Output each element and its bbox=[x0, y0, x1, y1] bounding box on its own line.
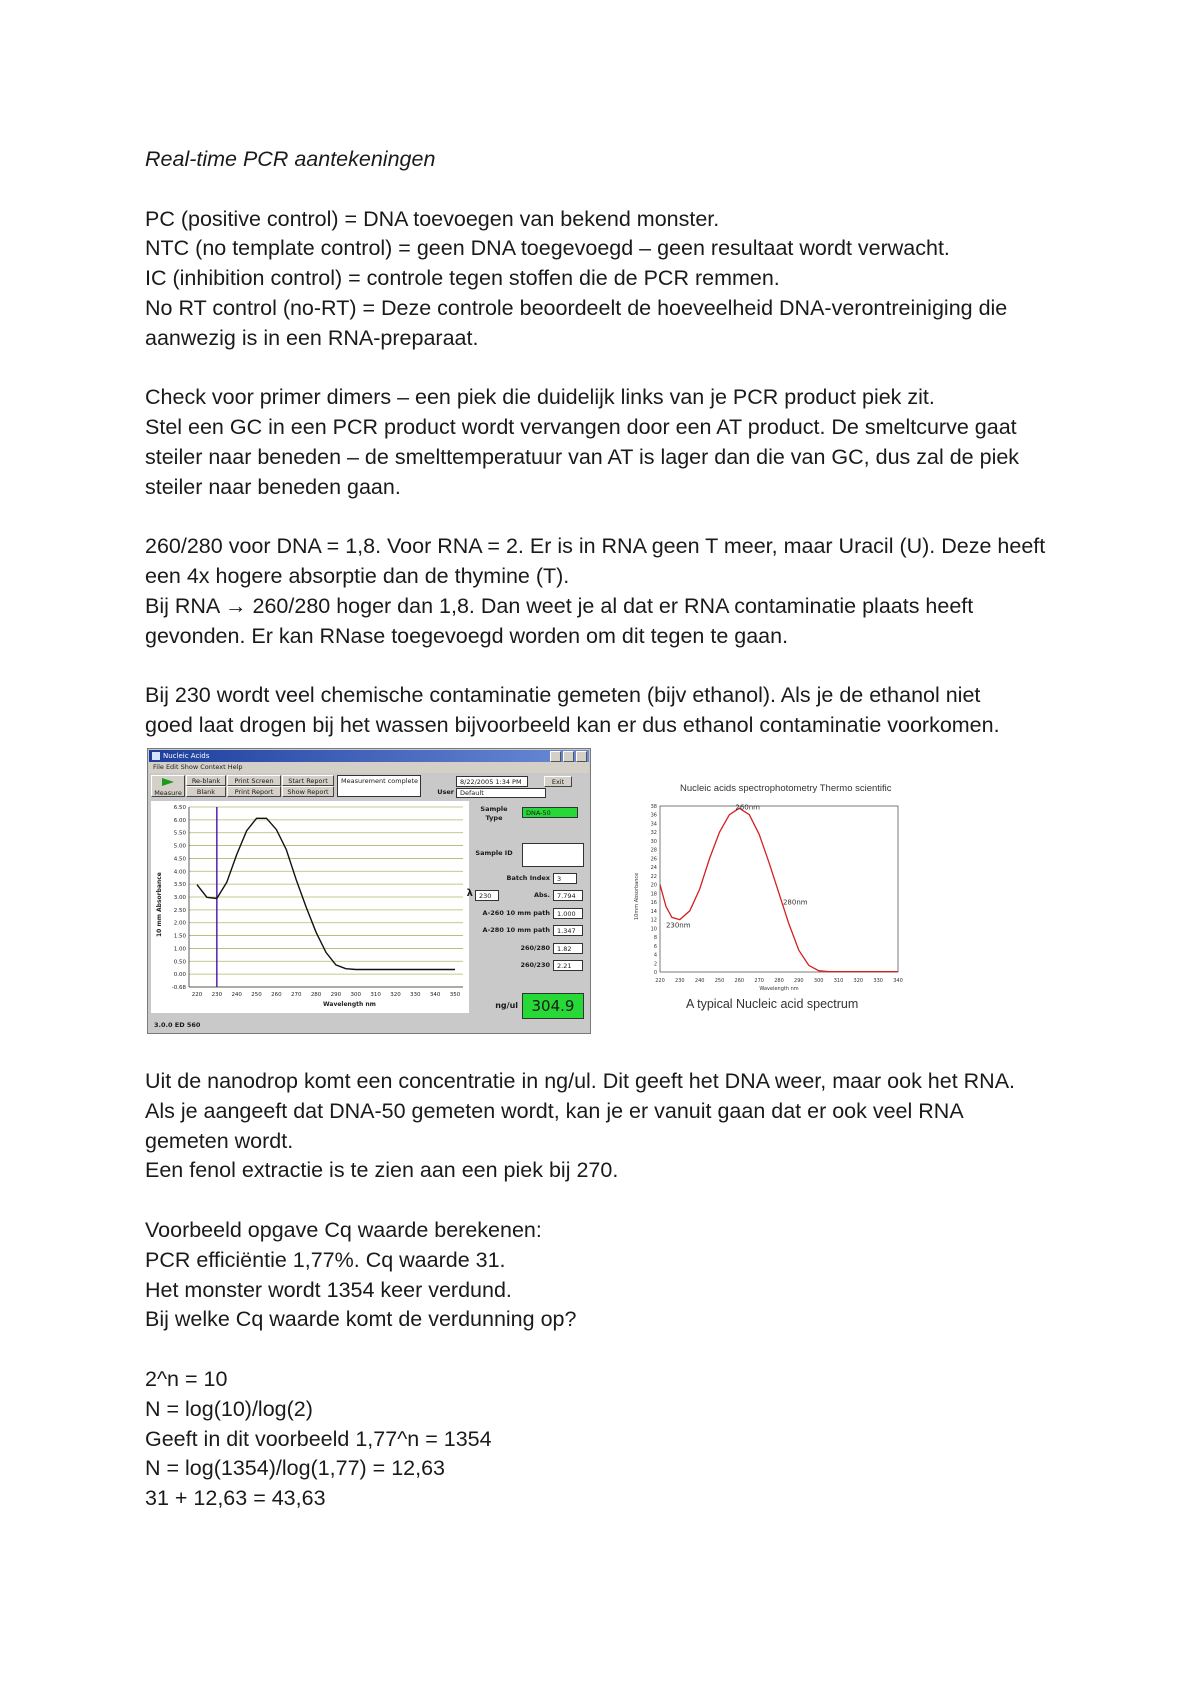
ratio-260-280-label: 260/280 bbox=[520, 944, 550, 952]
spectrum-caption: A typical Nucleic acid spectrum bbox=[686, 997, 859, 1011]
text-line: Voorbeeld opgave Cq waarde berekenen: bbox=[145, 1217, 542, 1242]
text-line: NTC (no template control) = geen DNA toegevoegd – geen resultaat wordt verwacht. bbox=[145, 236, 950, 261]
sample-type-select[interactable]: DNA-50 bbox=[522, 807, 578, 818]
text-line: goed laat drogen bij het wassen bijvoorbeeld kan er dus ethanol contaminatie voorkomen. bbox=[145, 713, 1000, 738]
x-tick-label: 240 bbox=[694, 978, 705, 984]
print-screen-button[interactable]: Print Screen bbox=[227, 775, 281, 786]
y-tick-label: 4 bbox=[653, 952, 657, 959]
status-message: Measurement complete bbox=[337, 775, 421, 797]
ratio-260-280-field: 1.82 bbox=[553, 943, 583, 954]
y-tick-label: 34 bbox=[650, 821, 657, 828]
y-tick-label: 16 bbox=[650, 900, 657, 907]
peak-260-annotation: 260nm bbox=[735, 803, 760, 812]
y-tick-label: 3.50 bbox=[173, 882, 186, 889]
y-tick-label: 1.00 bbox=[173, 946, 186, 953]
y-tick-label: 3.00 bbox=[173, 895, 186, 901]
nanodrop-screenshot bbox=[147, 748, 591, 1034]
text-line: Het monster wordt 1354 keer verdund. bbox=[145, 1277, 512, 1302]
absorbance-plot bbox=[151, 801, 469, 1013]
x-tick-label: 310 bbox=[370, 992, 381, 998]
text-line: No RT control (no-RT) = Deze controle beoordeelt de hoeveelheid DNA-verontreiniging die bbox=[145, 295, 1008, 320]
plot-frame bbox=[660, 806, 898, 972]
y-tick-label: 6.00 bbox=[173, 817, 186, 824]
minimize-icon[interactable] bbox=[550, 751, 561, 762]
text-line: IC (inhibition control) = controle tegen stoffen die de PCR remmen. bbox=[145, 266, 780, 291]
app-icon bbox=[152, 752, 160, 760]
x-tick-label: 260 bbox=[734, 978, 745, 984]
text-line: Uit de nanodrop komt een concentratie in ng/ul. Dit geeft het DNA weer, maar ook het RNA. bbox=[145, 1069, 1016, 1093]
blank-button[interactable]: Blank bbox=[186, 786, 226, 797]
measure-label: Measure bbox=[154, 789, 182, 797]
sample-id-label: Sample ID bbox=[475, 849, 513, 857]
y-tick-label: 10 bbox=[650, 926, 657, 933]
body-text-lower bbox=[145, 1067, 1085, 1514]
x-tick-label: 280 bbox=[774, 978, 784, 984]
x-tick-label: 320 bbox=[853, 978, 864, 984]
close-icon[interactable] bbox=[576, 751, 587, 762]
x-tick-label: 300 bbox=[350, 992, 362, 998]
trough-230-annotation: 230nm bbox=[665, 921, 691, 930]
x-tick-label: 340 bbox=[893, 978, 903, 984]
y-tick-label: 32 bbox=[650, 830, 657, 837]
menu-bar[interactable]: File Edit Show Context Help bbox=[149, 762, 589, 773]
y-tick-label: 24 bbox=[650, 865, 657, 872]
x-tick-label: 280 bbox=[310, 992, 322, 998]
text-line: 31 + 12,63 = 43,63 bbox=[145, 1486, 326, 1511]
y-tick-label: 6 bbox=[653, 943, 657, 950]
user-label: User bbox=[437, 788, 454, 796]
concentration-unit: ng/ul bbox=[495, 1001, 518, 1010]
x-tick-label: 270 bbox=[754, 978, 764, 984]
a260-label: A-260 10 mm path bbox=[482, 909, 550, 917]
document-title: Real-time PCR aantekeningen bbox=[145, 147, 436, 171]
spectrum-title: Nucleic acids spectrophotometry Thermo scientific bbox=[680, 783, 892, 794]
x-tick-label: 250 bbox=[714, 978, 725, 984]
body-text bbox=[145, 145, 1085, 741]
y-tick-label: 14 bbox=[650, 908, 657, 915]
sample-type-label: Sample Type bbox=[480, 805, 508, 822]
y-tick-label: 20 bbox=[650, 882, 657, 889]
play-icon bbox=[162, 778, 174, 786]
x-tick-label: 290 bbox=[330, 992, 342, 998]
x-tick-label: 230 bbox=[675, 978, 685, 984]
y-tick-label: 5.00 bbox=[173, 843, 186, 850]
y-tick-label: 5.50 bbox=[173, 830, 186, 837]
x-axis-label: Wavelength nm bbox=[759, 986, 799, 992]
y-tick-label: 8 bbox=[653, 935, 657, 942]
text-line: 2^n = 10 bbox=[145, 1366, 228, 1391]
a280-field: 1.347 bbox=[553, 925, 583, 936]
text-line: een 4x hogere absorptie dan de thymine (T). bbox=[145, 564, 570, 589]
x-tick-label: 220 bbox=[655, 978, 665, 984]
measure-button[interactable] bbox=[151, 775, 185, 797]
window-title-bar bbox=[149, 750, 589, 762]
x-tick-label: 350 bbox=[449, 992, 461, 998]
text-line: 260/280 voor DNA = 1,8. Voor RNA = 2. Er is in RNA geen T meer, maar Uracil (U). Deze heeft bbox=[145, 534, 1046, 559]
text-line: Geeft in dit voorbeeld 1,77^n = 1354 bbox=[145, 1426, 492, 1451]
text-line: Stel een GC in een PCR product wordt vervangen door een AT product. De smeltcurve gaat bbox=[145, 415, 1017, 440]
x-tick-label: 310 bbox=[833, 978, 844, 984]
version-label: 3.0.0 ED 560 bbox=[154, 1021, 201, 1029]
y-tick-label: 22 bbox=[650, 873, 657, 880]
y-tick-label: 0 bbox=[653, 970, 657, 976]
lambda-label: λ bbox=[466, 888, 473, 899]
y-tick-label: 38 bbox=[650, 804, 657, 810]
x-tick-label: 300 bbox=[813, 978, 824, 984]
text-line: PCR efficiëntie 1,77%. Cq waarde 31. bbox=[145, 1247, 506, 1272]
text-line: PC (positive control) = DNA toevoegen van bekend monster. bbox=[145, 206, 720, 231]
text-line: aanwezig is in een RNA-preparaat. bbox=[145, 325, 479, 350]
show-report-button[interactable]: Show Report bbox=[282, 786, 334, 797]
y-tick-label: 28 bbox=[650, 847, 657, 854]
x-tick-label: 290 bbox=[794, 978, 804, 984]
a260-field: 1.000 bbox=[553, 908, 583, 919]
y-tick-label: 2 bbox=[653, 961, 657, 968]
y-tick-label: 1.50 bbox=[173, 933, 186, 940]
text-line: steiler naar beneden gaan. bbox=[145, 474, 401, 499]
window-controls bbox=[550, 751, 587, 762]
start-report-button[interactable]: Start Report bbox=[282, 775, 334, 786]
sample-id-input[interactable] bbox=[522, 843, 584, 867]
print-report-button[interactable]: Print Report bbox=[227, 786, 281, 797]
a280-label: A-280 10 mm path bbox=[482, 926, 550, 934]
x-tick-label: 340 bbox=[429, 992, 441, 998]
y-tick-label: 0.50 bbox=[173, 959, 186, 966]
y-axis-label: 10mm Absorbance bbox=[634, 872, 640, 920]
batch-index-label: Batch Index bbox=[506, 874, 550, 882]
ratio-260-230-field: 2.21 bbox=[553, 960, 583, 971]
y-tick-label: 4.50 bbox=[173, 856, 186, 863]
abs-field: 7.794 bbox=[553, 890, 583, 901]
y-tick-label: 0.00 bbox=[173, 972, 186, 979]
ratio-260-230-label: 260/230 bbox=[520, 961, 550, 969]
exit-button[interactable]: Exit bbox=[544, 776, 572, 787]
x-tick-label: 330 bbox=[410, 992, 421, 998]
text-line: gevonden. Er kan RNase toegevoegd worden om dit tegen te gaan. bbox=[145, 623, 789, 648]
y-tick-label: 36 bbox=[650, 812, 657, 819]
batch-index-field[interactable]: 3 bbox=[553, 873, 577, 884]
x-tick-label: 230 bbox=[211, 992, 223, 998]
x-axis-label: Wavelength nm bbox=[323, 1001, 376, 1008]
text-line: N = log(1354)/log(1,77) = 12,63 bbox=[145, 1456, 446, 1481]
absorbance-curve bbox=[197, 818, 455, 969]
text-line: steiler naar beneden – de smelttemperatuur van AT is lager dan die van GC, dus zal de piek bbox=[145, 444, 1020, 469]
y-tick-label: -0.68 bbox=[171, 985, 186, 991]
text-line: Een fenol extractie is te zien aan een piek bij 270. bbox=[145, 1158, 619, 1183]
text-line: gemeten wordt. bbox=[145, 1128, 294, 1153]
y-tick-label: 12 bbox=[650, 917, 657, 924]
nucleic-acid-spectrum bbox=[630, 780, 930, 1020]
absorbance-chart bbox=[151, 801, 469, 1013]
y-axis-label: 10 mm Absorbance bbox=[156, 872, 163, 937]
text-line: Als je aangeeft dat DNA-50 gemeten wordt, kan je er vanuit gaan dat er ook veel RNA bbox=[145, 1098, 964, 1123]
datetime-field: 8/22/2005 1:34 PM bbox=[456, 776, 528, 787]
x-tick-label: 260 bbox=[271, 992, 282, 998]
text-line: Bij welke Cq waarde komt de verdunning op? bbox=[145, 1307, 577, 1332]
text-line: Bij RNA → 260/280 hoger dan 1,8. Dan weet je al dat er RNA contaminatie plaats heeft bbox=[145, 593, 974, 618]
window-title: Nucleic Acids bbox=[163, 752, 210, 760]
lambda-field[interactable]: 230 bbox=[475, 890, 499, 901]
re-blank-button[interactable]: Re-blank bbox=[186, 775, 226, 786]
abs-label: Abs. bbox=[533, 891, 550, 899]
x-tick-label: 250 bbox=[251, 992, 262, 998]
x-tick-label: 240 bbox=[231, 992, 242, 998]
spectrum-curve bbox=[660, 808, 898, 971]
x-tick-label: 270 bbox=[290, 992, 302, 998]
x-tick-label: 220 bbox=[191, 992, 203, 998]
x-tick-label: 330 bbox=[873, 978, 883, 984]
y-tick-label: 6.50 bbox=[173, 805, 186, 811]
y-tick-label: 26 bbox=[650, 856, 657, 863]
maximize-icon[interactable] bbox=[563, 751, 574, 762]
y-tick-label: 2.00 bbox=[173, 920, 186, 927]
y-tick-label: 18 bbox=[650, 891, 657, 898]
y-tick-label: 4.00 bbox=[173, 869, 186, 876]
x-tick-label: 320 bbox=[390, 992, 401, 998]
y-tick-label: 30 bbox=[650, 838, 657, 845]
concentration-value: 304.9 bbox=[522, 993, 584, 1019]
annotation-280: 280nm bbox=[782, 898, 808, 907]
user-field[interactable]: Default bbox=[456, 788, 546, 798]
y-tick-label: 2.50 bbox=[173, 907, 186, 914]
text-line: Bij 230 wordt veel chemische contaminatie gemeten (bijv ethanol). Als je de ethanol niet bbox=[145, 683, 981, 708]
text-line: N = log(10)/log(2) bbox=[145, 1396, 313, 1421]
text-line: Check voor primer dimers – een piek die duidelijk links van je PCR product piek zit. bbox=[145, 385, 935, 410]
